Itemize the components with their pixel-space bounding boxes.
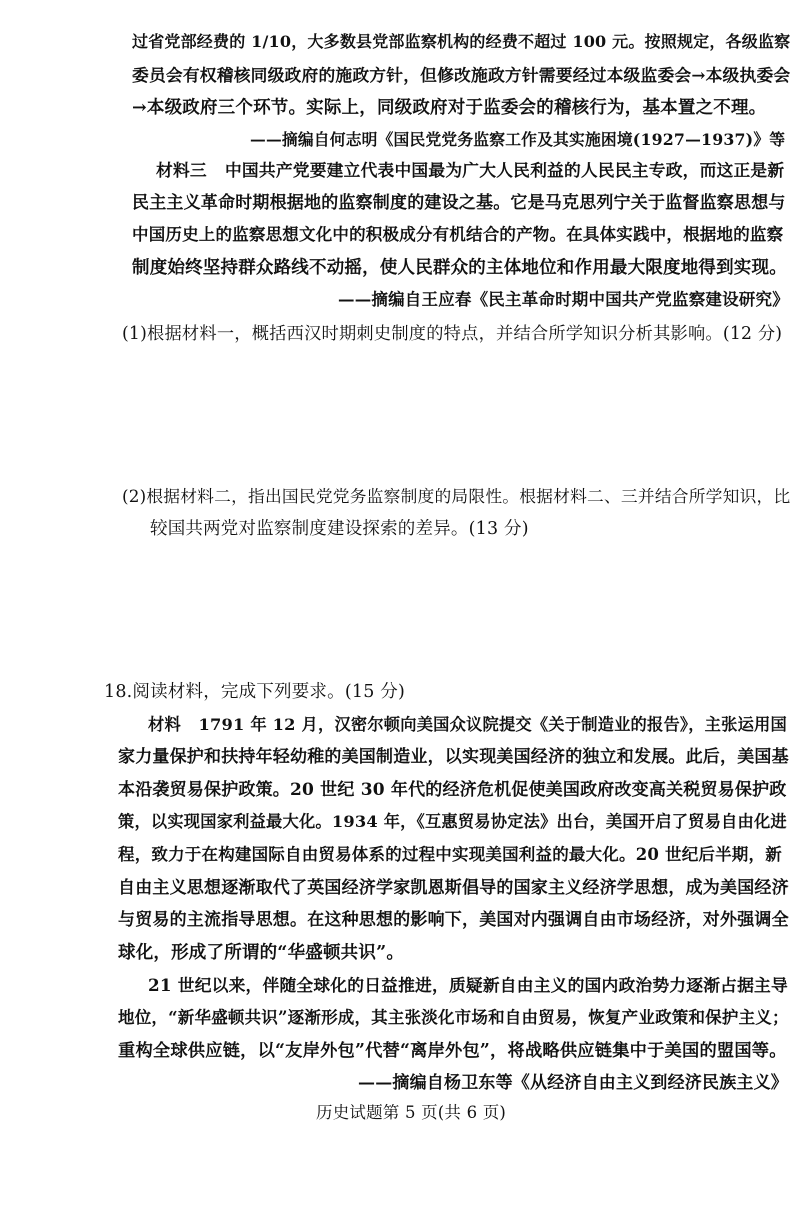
q18-material-line-10: 地位，“新华盛顿共识”逐渐形成，其主张淡化市场和自由贸易，恢复产业政策和保护主义；	[118, 1008, 789, 1027]
q18-material-first-text: 1791 年 12 月，汉密尔顿向美国众议院提交《关于制造业的报告》，主张运用国	[198, 715, 787, 734]
q18-material-label: 材料	[148, 715, 181, 734]
q18-material-line-8: 球化，形成了所谓的“华盛顿共识”。	[118, 943, 405, 963]
q18-source: ——摘编自杨卫东等《从经济自由主义到经济民族主义》	[358, 1073, 788, 1093]
question-2-line-1: (2)根据材料二，指出国民党党务监察制度的局限性。根据材料二、三并结合所学知识，比	[122, 486, 791, 506]
page-footer: 历史试题第 5 页(共 6 页)	[316, 1103, 507, 1122]
question-1: (1)根据材料一，概括西汉时期刺史制度的特点，并结合所学知识分析其影响。(12 分)	[122, 324, 783, 344]
q18-material-line-9: 21 世纪以来，伴随全球化的日益推进，质疑新自由主义的国内政治势力逐渐占据主导	[148, 975, 788, 995]
material-3-line-1	[156, 158, 784, 182]
q18-material-line-1	[148, 713, 787, 737]
q18-material-line-4: 策，以实现国家利益最大化。1934 年，《互惠贸易协定法》出台，美国开启了贸易自由化进	[118, 812, 787, 831]
q18-material-line-7: 与贸易的主流指导思想。在这种思想的影响下，美国对内强调自由市场经济，对外强调全	[118, 910, 789, 930]
q18-material-line-6: 自由主义思想逐渐取代了英国经济学家凯恩斯倡导的国家主义经济学思想，成为美国经济	[118, 878, 789, 898]
material-2-line-2: 委员会有权稽核同级政府的施政方针，但修改施政方针需要经过本级监委会→本级执委会	[132, 65, 791, 85]
material-3-source: ——摘编自王应春《民主革命时期中国共产党监察建设研究》	[338, 290, 789, 309]
question-2-line-2: 较国共两党对监察制度建设探索的差异。(13 分)	[150, 519, 529, 539]
q18-material-line-11: 重构全球供应链，以“友岸外包”代替“离岸外包”，将战略供应链集中于美国的盟国等。	[118, 1041, 787, 1061]
question-18-heading: 18.阅读材料，完成下列要求。(15 分)	[104, 682, 406, 702]
material-3-line-2: 民主主义革命时期根据地的监察制度的建设之基。它是马克思列宁关于监督监察思想与	[132, 193, 786, 213]
material-2-line-1: 过省党部经费的 1/10，大多数县党部监察机构的经费不超过 100 元。按照规定，各级监察	[132, 32, 791, 51]
q18-material-line-5: 程，致力于在构建国际自由贸易体系的过程中实现美国利益的最大化。20 世纪后半期，新	[118, 845, 782, 864]
material-3-line-4: 制度始终坚持群众路线不动摇，使人民群众的主体地位和作用最大限度地得到实现。	[132, 258, 787, 278]
q18-material-line-3: 本沿袭贸易保护政策。20 世纪 30 年代的经济危机促使美国政府改变高关税贸易保护政	[118, 780, 787, 800]
material-3-line-3: 中国历史上的监察思想文化中的积极成分有机结合的产物。在具体实践中，根据地的监察	[132, 225, 784, 244]
q18-material-line-2: 家力量保护和扶持年轻幼稚的美国制造业，以实现美国经济的独立和发展。此后，美国基	[118, 747, 789, 767]
material-3-first-text: 中国共产党要建立代表中国最为广大人民利益的人民民主专政，而这正是新	[224, 160, 785, 180]
material-2-source: ——摘编自何志明《国民党党务监察工作及其实施困境(1927—1937)》等	[250, 130, 786, 149]
material-2-line-3: →本级政府三个环节。实际上，同级政府对于监委会的稽核行为，基本置之不理。	[132, 98, 767, 118]
material-3-label: 材料三	[156, 160, 207, 180]
